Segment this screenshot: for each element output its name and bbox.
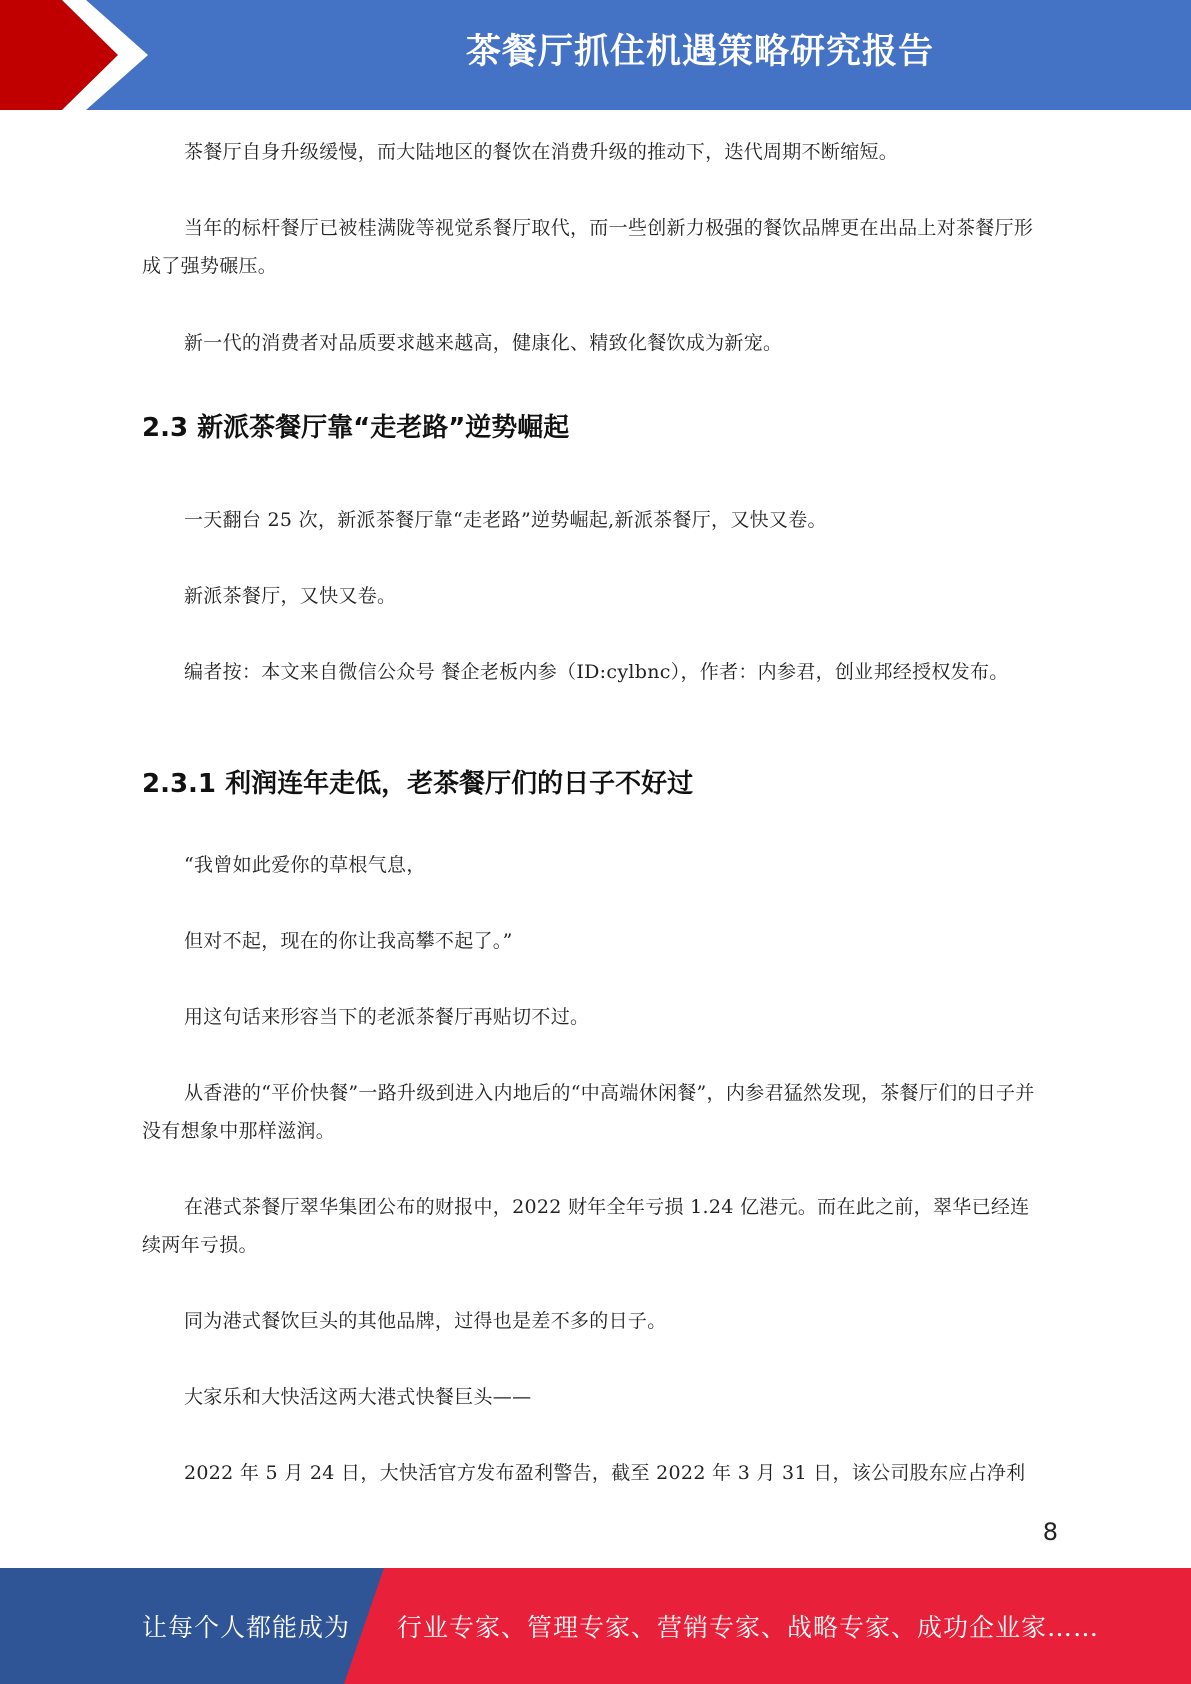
paragraph: 2022 年 5 月 24 日，大快活官方发布盈利警告，截至 2022 年 3 月 31 日，该公司股东应占净利 xyxy=(184,1462,1026,1484)
paragraph: 编者按：本文来自微信公众号 餐企老板内参（ID:cylbnc），作者：内参君，创业邦经授权发布。 xyxy=(184,661,1009,683)
header-arrow-decoration xyxy=(0,0,160,110)
footer-slogan-right: 行业专家、管理专家、营销专家、战略专家、成功企业家…… xyxy=(397,1613,1100,1642)
paragraph: 一天翻台 25 次，新派茶餐厅靠“走老路”逆势崛起,新派茶餐厅，又快又卷。 xyxy=(184,509,827,531)
report-title: 茶餐厅抓住机遇策略研究报告 xyxy=(465,32,934,72)
paragraph: 茶餐厅自身升级缓慢，而大陆地区的餐饮在消费升级的推动下，迭代周期不断缩短。 xyxy=(184,141,899,163)
paragraph: 从香港的“平价快餐”一路升级到进入内地后的“中高端休闲餐”，内参君猛然发现，茶餐厅们的日子并没有想象中那样滋润。 xyxy=(142,1082,1035,1142)
paragraph: “我曾如此爱你的草根气息， xyxy=(184,854,426,876)
paragraph: 同为港式餐饮巨头的其他品牌，过得也是差不多的日子。 xyxy=(184,1310,667,1332)
paragraph: 用这句话来形容当下的老派茶餐厅再贴切不过。 xyxy=(184,1006,590,1028)
page-header xyxy=(0,0,1191,110)
paragraph: 大家乐和大快活这两大港式快餐巨头—— xyxy=(184,1386,532,1408)
section-heading: 2.3 新派茶餐厅靠“走老路”逆势崛起 xyxy=(142,413,570,443)
paragraph: 新一代的消费者对品质要求越来越高，健康化、精致化餐饮成为新宠。 xyxy=(184,332,783,354)
footer-slogan-left: 让每个人都能成为 xyxy=(142,1613,351,1642)
subsection-heading: 2.3.1 利润连年走低，老茶餐厅们的日子不好过 xyxy=(142,769,694,799)
paragraph: 在港式茶餐厅翠华集团公布的财报中，2022 财年全年亏损 1.24 亿港元。而在此之前，翠华已经连续两年亏损。 xyxy=(142,1196,1030,1256)
page-number: 8 xyxy=(1042,1518,1058,1546)
paragraph: 新派茶餐厅，又快又卷。 xyxy=(184,585,397,607)
paragraph: 但对不起，现在的你让我高攀不起了。” xyxy=(184,930,513,952)
paragraph: 当年的标杆餐厅已被桂满陇等视觉系餐厅取代，而一些创新力极强的餐饮品牌更在出品上对茶餐厅形成了强势碾压。 xyxy=(142,217,1034,277)
page-footer xyxy=(0,1568,1191,1684)
